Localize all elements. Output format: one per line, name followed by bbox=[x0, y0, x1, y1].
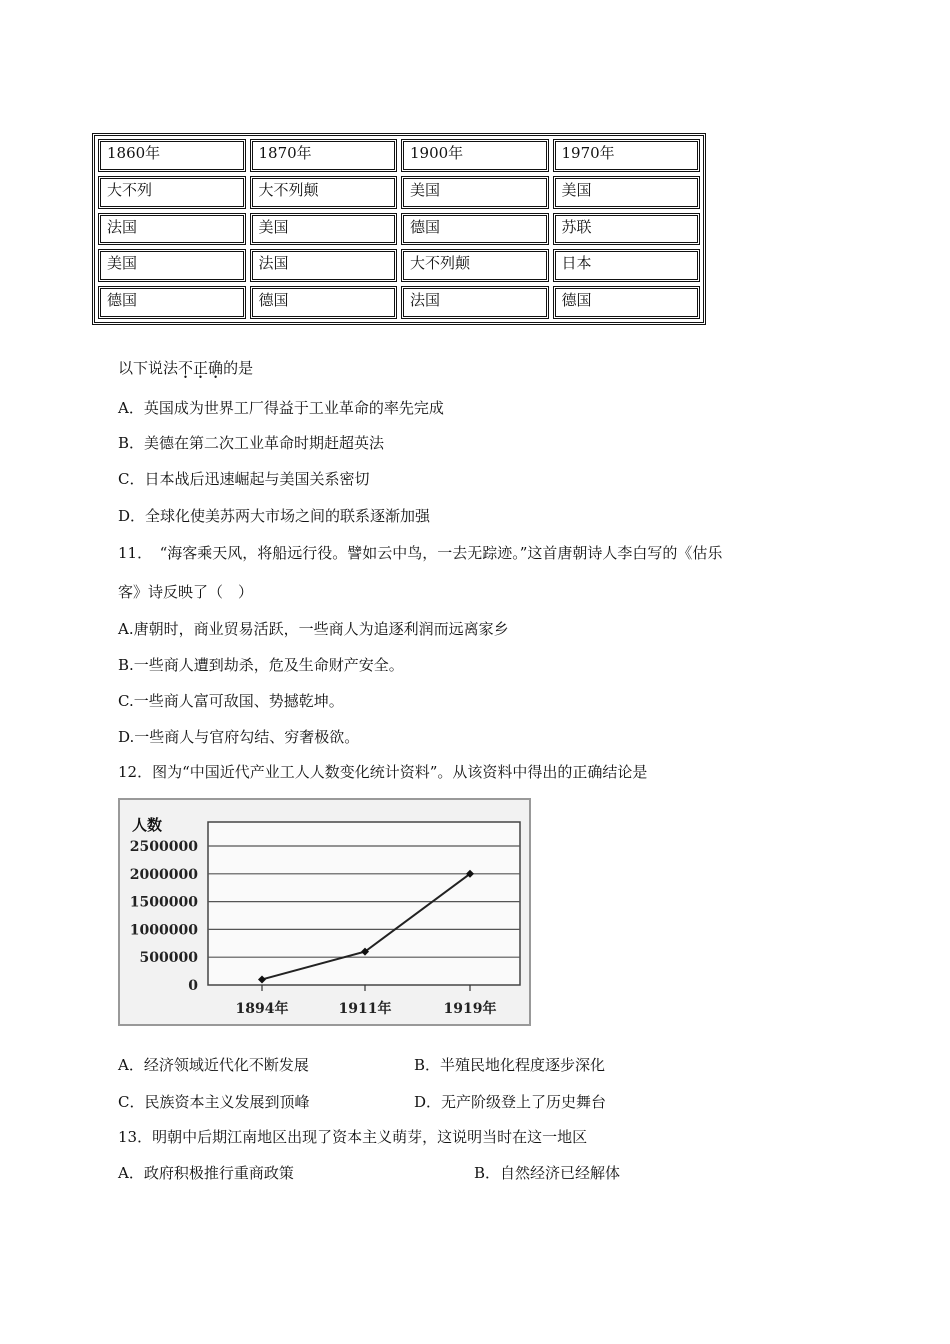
y-tick-label: 0 bbox=[188, 978, 198, 994]
table-cell: 大不列颠 bbox=[401, 249, 549, 282]
q11-stem-line1: 11． “海客乘天风，将船远行役。譬如云中鸟，一去无踪迹。”这首唐朝诗人李白写的《估乐 bbox=[118, 544, 723, 562]
table-cell: 法国 bbox=[401, 286, 549, 319]
q10-option-c[interactable]: C．日本战后迅速崛起与美国关系密切 bbox=[118, 470, 370, 488]
table-cell: 苏联 bbox=[553, 213, 701, 246]
table-cell: 美国 bbox=[553, 176, 701, 209]
q11-option-d[interactable]: D.一些商人与官府勾结、穷奢极欲。 bbox=[118, 728, 360, 746]
ranking-table-grid bbox=[98, 139, 700, 319]
table-cell: 美国 bbox=[401, 176, 549, 209]
table-header-cell: 1900年 bbox=[401, 139, 549, 172]
table-cell: 大不列颠 bbox=[250, 176, 398, 209]
table-header-cell: 1860年 bbox=[98, 139, 246, 172]
q10-option-d[interactable]: D．全球化使美苏两大市场之间的联系逐渐加强 bbox=[118, 507, 431, 525]
q13-stem: 13．明朝中后期江南地区出现了资本主义萌芽，这说明当时在这一地区 bbox=[118, 1128, 588, 1146]
workers-line-chart bbox=[118, 798, 531, 1026]
y-tick-label: 1000000 bbox=[129, 922, 198, 939]
q10-stem-prefix: 以下说法 bbox=[118, 359, 179, 377]
x-tick-label: 1919年 bbox=[443, 1001, 497, 1017]
q11-option-b[interactable]: B.一些商人遭到劫杀，危及生命财产安全。 bbox=[118, 656, 404, 674]
q10-stem-suffix: 的是 bbox=[223, 359, 254, 377]
table-cell: 德国 bbox=[250, 286, 398, 319]
q10-stem bbox=[118, 358, 253, 378]
table-cell: 美国 bbox=[250, 213, 398, 246]
table-cell: 德国 bbox=[98, 286, 246, 319]
x-tick-label: 1911年 bbox=[338, 1001, 392, 1017]
table-header-cell: 1970年 bbox=[553, 139, 701, 172]
q11-option-c[interactable]: C.一些商人富可敌国、势撼乾坤。 bbox=[118, 692, 344, 710]
q10-emph-char: 确 bbox=[208, 359, 224, 377]
q10-option-a[interactable]: A．英国成为世界工厂得益于工业革命的率先完成 bbox=[118, 399, 444, 417]
q10-option-b[interactable]: B．美德在第二次工业革命时期赶超英法 bbox=[118, 434, 385, 452]
q13-option-b[interactable]: B．自然经济已经解体 bbox=[474, 1164, 621, 1182]
q10-emph-char: 不 bbox=[178, 359, 194, 377]
y-tick-label: 2500000 bbox=[129, 839, 198, 855]
table-cell: 德国 bbox=[553, 286, 701, 319]
q13-option-a[interactable]: A．政府积极推行重商政策 bbox=[118, 1164, 294, 1182]
q11-stem-line2: 客》诗反映了（ ） bbox=[118, 583, 254, 601]
y-tick-label: 1500000 bbox=[129, 894, 198, 911]
y-tick-label: 500000 bbox=[139, 950, 198, 967]
q12-option-b[interactable]: B．半殖民地化程度逐步深化 bbox=[414, 1056, 606, 1074]
y-axis-label: 人数 bbox=[132, 816, 163, 834]
ranking-table bbox=[92, 133, 706, 325]
table-cell: 大不列 bbox=[98, 176, 246, 209]
table-cell: 法国 bbox=[250, 249, 398, 282]
table-cell: 德国 bbox=[401, 213, 549, 246]
q12-stem: 12．图为“中国近代产业工人人数变化统计资料”。从该资料中得出的正确结论是 bbox=[118, 763, 648, 781]
x-tick-label: 1894年 bbox=[235, 1001, 289, 1017]
q12-option-c[interactable]: C．民族资本主义发展到顶峰 bbox=[118, 1093, 310, 1111]
q12-option-a[interactable]: A．经济领域近代化不断发展 bbox=[118, 1056, 309, 1074]
table-cell: 日本 bbox=[553, 249, 701, 282]
y-tick-label: 2000000 bbox=[129, 866, 198, 883]
table-header-cell: 1870年 bbox=[250, 139, 398, 172]
table-cell: 美国 bbox=[98, 249, 246, 282]
table-cell: 法国 bbox=[98, 213, 246, 246]
chart-svg bbox=[120, 800, 533, 1028]
q10-emph-char: 正 bbox=[193, 359, 209, 377]
q12-option-d[interactable]: D．无产阶级登上了历史舞台 bbox=[414, 1093, 607, 1111]
q11-option-a[interactable]: A.唐朝时，商业贸易活跃，一些商人为追逐利润而远离家乡 bbox=[118, 620, 509, 638]
